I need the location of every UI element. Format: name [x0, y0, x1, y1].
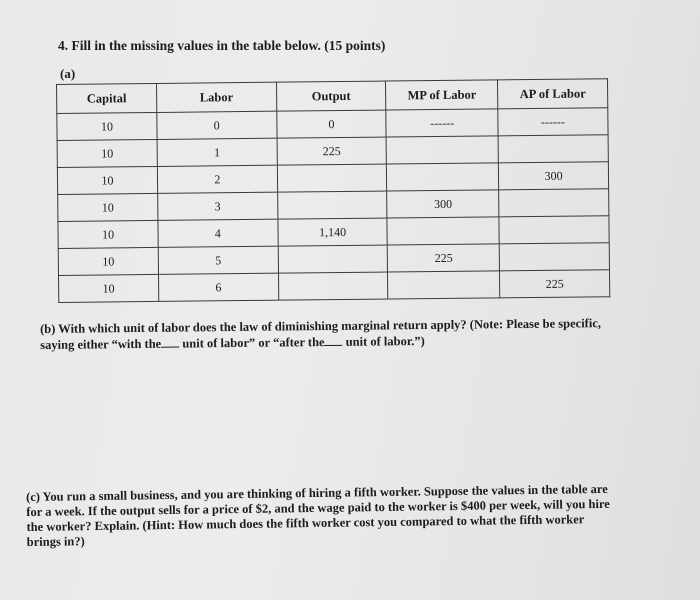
cell-ap: [499, 243, 609, 271]
cell-labor: 3: [158, 192, 278, 220]
cell-ap: [499, 216, 609, 244]
answer-blank: [161, 336, 179, 348]
header-output: Output: [276, 81, 386, 111]
part-b-question: [40, 316, 620, 353]
cell-mp: [387, 217, 499, 245]
cell-labor: 4: [158, 219, 278, 247]
cell-mp: [387, 163, 499, 191]
part-b-line2-middle: unit of labor” or “after the: [182, 335, 325, 351]
cell-capital: 10: [57, 166, 157, 194]
cell-capital: 10: [57, 112, 157, 140]
cell-mp: [387, 136, 499, 164]
cell-mp: 225: [388, 244, 500, 272]
cell-ap: [499, 189, 609, 217]
cell-mp: ------: [386, 109, 498, 137]
part-b-line1: (b) With which unit of labor does the law of diminishing marginal return apply? (Note: Please be specific,: [40, 316, 602, 336]
cell-output: 225: [277, 137, 387, 165]
cell-capital: 10: [57, 139, 157, 167]
cell-output: [278, 272, 388, 300]
cell-capital: 10: [58, 220, 158, 248]
cell-mp: 300: [387, 190, 499, 218]
cell-output: 0: [276, 110, 386, 138]
part-b-line2-start: saying either “with the: [40, 336, 162, 352]
cell-labor: 5: [158, 246, 278, 274]
cell-mp: [388, 271, 500, 299]
cell-labor: 1: [157, 138, 277, 166]
question-title: 4. Fill in the missing values in the table below. (15 points): [58, 38, 386, 53]
header-labor: Labor: [157, 82, 277, 112]
cell-labor: 6: [159, 273, 279, 301]
cell-capital: 10: [59, 274, 159, 302]
cell-ap: 225: [500, 270, 610, 298]
part-c-question: (c) You run a small business, and you are thinking of hiring a fifth worker. Suppose the values in the table are for a week. If the output sells for a price of $2, and the wage paid to the worker is $400 per week, will you hire the worker? Explain. (Hint: How much does the fifth worker cost you compared to what the fifth worker brings in?): [26, 481, 610, 549]
header-ap-of-labor: AP of Labor: [498, 79, 608, 109]
header-capital: Capital: [57, 83, 157, 113]
table-row: [59, 270, 610, 303]
cell-ap: [498, 135, 608, 163]
cell-output: 1,140: [278, 218, 388, 246]
cell-output: [277, 191, 387, 219]
production-table: [56, 78, 610, 303]
cell-output: [277, 164, 387, 192]
answer-blank: [324, 334, 342, 346]
cell-output: [278, 245, 388, 273]
part-b-line2-end: unit of labor.”): [345, 333, 425, 349]
header-mp-of-labor: MP of Labor: [386, 80, 498, 110]
cell-ap: ------: [498, 108, 608, 136]
cell-ap: 300: [499, 162, 609, 190]
cell-labor: 0: [157, 111, 277, 139]
cell-capital: 10: [58, 193, 158, 221]
cell-capital: 10: [58, 247, 158, 275]
part-a-label: (a): [60, 66, 76, 81]
cell-labor: 2: [157, 165, 277, 193]
